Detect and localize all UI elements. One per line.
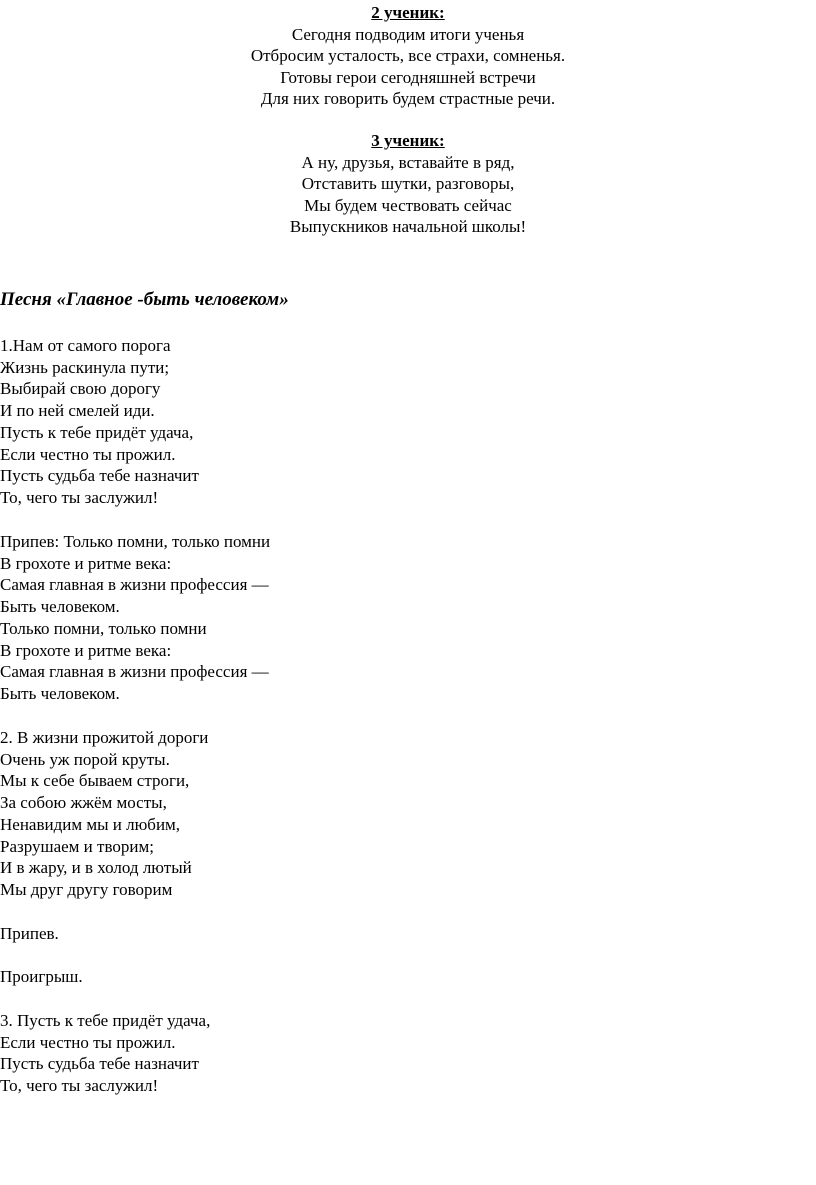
lyric-line: То, чего ты заслужил! [0, 487, 159, 507]
poem-line: Сегодня подводим итоги ученья [291, 24, 525, 44]
lyric-line: Пусть судьба тебе назначит [0, 1054, 199, 1074]
lyric-line: 2. В жизни прожитой дороги [0, 728, 209, 747]
lyric-line: Ненавидим мы и любим, [0, 814, 181, 834]
song-verse-3 [0, 1010, 210, 1097]
student-3-block [0, 130, 816, 238]
lyric-line: Если честно ты прожил. [0, 1032, 176, 1052]
song-verse-2 [0, 727, 208, 901]
poem-line: Выпускников начальной школы! [289, 217, 527, 237]
poem-line: Отставить шутки, разговоры, [301, 174, 515, 194]
lyric-line: В грохоте и ритме века: [0, 640, 172, 660]
lyric-line: Быть человеком. [0, 597, 120, 617]
lyric-line: Жизнь раскинула пути; [0, 357, 170, 377]
lyric-line: Проигрыш. [0, 967, 83, 986]
poem-line: А ну, друзья, вставайте в ряд, [301, 152, 515, 172]
speaker-label: 3 ученик: [371, 131, 445, 150]
lyric-line: И в жару, и в холод лютый [0, 858, 192, 878]
lyric-line: За собою жжём мосты, [0, 793, 167, 813]
poem-line: Отбросим усталость, все страхи, сомненья. [250, 46, 566, 66]
lyric-line: Мы к себе бываем строги, [0, 771, 190, 791]
lyric-line: Пусть судьба тебе назначит [0, 466, 199, 486]
song-chorus [0, 531, 270, 705]
lyric-line: Быть человеком. [0, 683, 120, 703]
lyric-line: В грохоте и ритме века: [0, 553, 172, 573]
student-2-block [0, 2, 816, 110]
chorus-reference [0, 923, 59, 945]
lyric-line: Самая главная в жизни профессия — [0, 575, 269, 595]
song-title: Песня «Главное -быть человеком» [0, 289, 289, 310]
lyric-line: То, чего ты заслужил! [0, 1076, 159, 1096]
lyric-line: Самая главная в жизни профессия — [0, 662, 269, 682]
lyric-line: Выбирай свою дорогу [0, 379, 161, 399]
poem-line: Для них говорить будем страстные речи. [260, 89, 556, 109]
lyric-line: 3. Пусть к тебе придёт удача, [0, 1011, 211, 1030]
lyric-line: Припев: Только помни, только помни [0, 532, 271, 551]
lyric-line: Только помни, только помни [0, 618, 207, 638]
lyric-line: 1.Нам от самого порога [0, 336, 171, 355]
speaker-label: 2 ученик: [371, 3, 445, 22]
song-verse-1 [0, 335, 199, 509]
poem-line: Мы будем чествовать сейчас [304, 195, 512, 215]
lyric-line: И по ней смелей иди. [0, 401, 155, 421]
poem-line: Готовы герои сегодняшней встречи [280, 67, 536, 87]
lyric-line: Если честно ты прожил. [0, 444, 176, 464]
lyric-line: Пусть к тебе придёт удача, [0, 422, 194, 442]
lyric-line: Припев. [0, 924, 59, 943]
lyric-line: Мы друг другу говорим [0, 879, 173, 899]
lyric-line: Разрушаем и творим; [0, 836, 154, 856]
lyric-line: Очень уж порой круты. [0, 749, 170, 769]
interlude-note [0, 966, 83, 988]
